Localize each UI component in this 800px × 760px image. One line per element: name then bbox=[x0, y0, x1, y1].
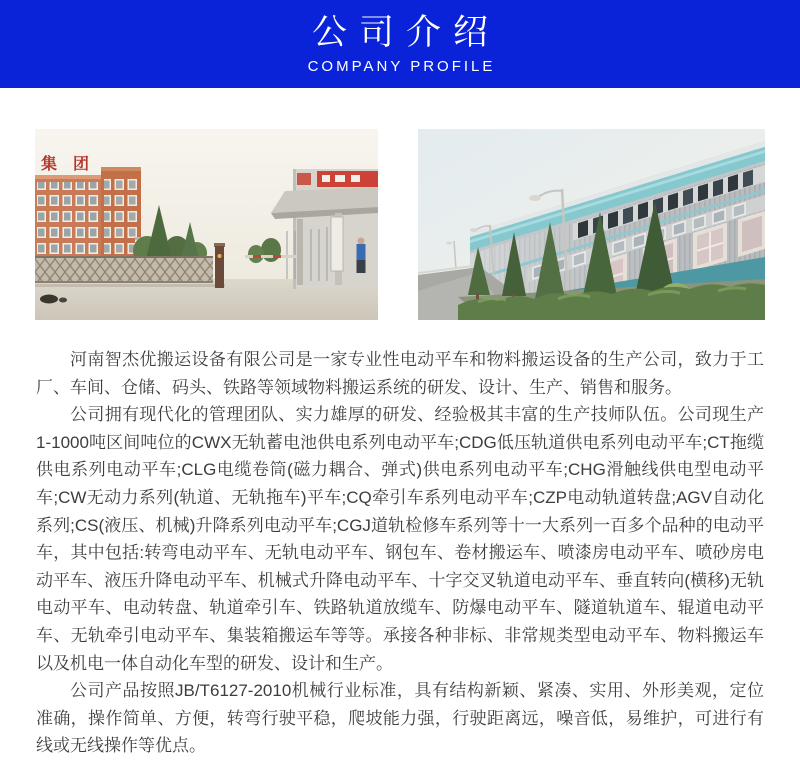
factory-entrance-photo bbox=[35, 129, 378, 320]
profile-paragraph-1: 河南智杰优搬运设备有限公司是一家专业性电动平车和物料搬运设备的生产公司，致力于工厂、车间、仓储、码头、铁路等领域物料搬运系统的研发、设计、生产、销售和服务。 bbox=[36, 350, 764, 397]
company-profile-banner bbox=[0, 0, 800, 88]
gate-pillar bbox=[214, 243, 225, 288]
profile-paragraph-3: 公司产品按照JB/T6127-2010机械行业标准，具有结构新颖、紧凑、实用、外形美观，定位准确，操作简单、方便，转弯行驶平稳，爬坡能力强，行驶距离远，噪音低，易维护，可进行有线或无线操作等优点。 bbox=[36, 681, 764, 756]
page-title: 公司介绍 bbox=[311, 13, 500, 52]
page-subtitle: COMPANY PROFILE bbox=[307, 58, 496, 75]
factory-workshop-photo bbox=[418, 129, 765, 320]
company-profile-text bbox=[0, 346, 800, 760]
photo-row bbox=[0, 129, 800, 320]
worker-figure bbox=[358, 238, 365, 245]
profile-paragraph-2: 公司拥有现代化的管理团队、实力雄厚的研发、经验极其丰富的生产技师队伍。公司现生产1-1000吨区间吨位的CWX无轨蓄电池供电系列电动平车;CDG低压轨道供电系列电动平车;CT拖缆供电系列电动平车;CLG电缆卷筒(磁力耦合、弹式)供电系列电动平车;CHG滑触线供电型电动平车;CW无动力系列(轨道、无轨拖车)平车;CQ牵引车系列电动平车;CZP电动轨道转盘;AGV自动化系列;CS(液压、机械)升降系列电动平车;CGJ道轨检修车系列等十一大系列一百多个品种的电动平车，其中包括:转弯电动平车、无轨电动平车、钢包车、卷材搬运车、喷漆房电动平车、喷砂房电动平车、液压升降电动平车、机械式升降电动平车、十字交叉轨道电动平车、垂直转向(横移)无轨电动平车、电动转盘、轨道牵引车、铁路轨道放缆车、防爆电动平车、隧道轨道车、辊道电动平车、无轨牵引电动平车、集装箱搬运车等等。承接各种非标、非常规类型电动平车、物料搬运车以及机电一体自动化车型的研发、设计和生产。 bbox=[36, 405, 764, 673]
rooftop-sign-text: 集团 bbox=[41, 156, 106, 173]
retractable-gate bbox=[35, 256, 225, 287]
